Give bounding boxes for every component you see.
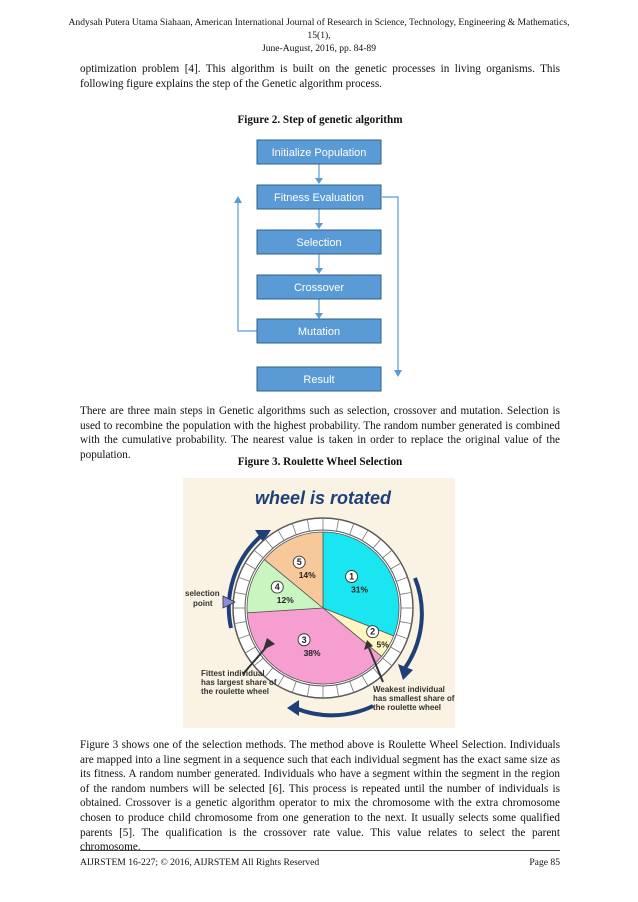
wheel-rotated-title: wheel is rotated: [254, 488, 392, 508]
slice-percent-label: 12%: [276, 595, 294, 606]
slice-number-label: 2: [370, 626, 376, 637]
slice-percent-label: 14%: [298, 570, 316, 581]
step-label: Crossover: [293, 282, 345, 294]
figure-3-caption: Figure 3. Roulette Wheel Selection: [237, 456, 403, 468]
footer-copyright: AIJRSTEM 16-227; © 2016, AIJRSTEM All Rights Reserved: [80, 857, 320, 868]
closing-paragraph: Figure 3 shows one of the selection methods. The method above is Roulette Wheel Selection. Individuals are mapped into a line segment in a sequence such that each individual segment has the exact same size as its fitness. A random number generated. Individuals who have a segment within the segment in the region of the random numbers will be selected [6]. This process is repeated until the number of individuals is obtained. Crossover is a genetic algorithm operator to mix the chromosome with the extra chromosome chosen to produce child chromosome from one generation to the next. It usually selects some qualified parents [5]. The qualification is the crossover rate value. This value relates to select the parent chromosome.: [80, 739, 560, 854]
header-line-2: June-August, 2016, pp. 84-89: [261, 43, 377, 54]
step-mutation: [257, 319, 381, 343]
step-label: Mutation: [297, 326, 341, 338]
step-fitness: [257, 185, 381, 209]
selection-point-label-2: point: [193, 599, 213, 608]
slice-percent-label: 5%: [376, 639, 389, 650]
figure-2-caption: Figure 2. Step of genetic algorithm: [237, 114, 403, 126]
footer-rule: [80, 850, 560, 851]
header-line-1: Andysah Putera Utama Siahaan, American International Journal of Research in Science, Technology, Engineering & Mathematics, 15(1),: [68, 17, 570, 41]
fittest-label-2: has largest share of: [201, 678, 277, 687]
fittest-label-3: the roulette wheel: [201, 687, 270, 696]
slice-number-label: 3: [301, 634, 307, 645]
weakest-label-3: the roulette wheel: [373, 703, 442, 712]
weakest-label-1: Weakest individual: [373, 685, 445, 694]
slice-number-label: 5: [296, 557, 302, 568]
intro-paragraph: optimization problem [4]. This algorithm is built on the genetic processes in living organisms. This following figure explains the step of the Genetic algorithm process.: [80, 63, 560, 90]
step-initialize: [257, 140, 381, 164]
middle-paragraph: There are three main steps in Genetic algorithms such as selection, crossover and mutation. Selection is used to recombine the population with the highest probability. The random number generated is combined with the cumulative probability. The nearest value is taken in order to replace the original value of the population.: [80, 405, 560, 461]
step-label: Selection: [296, 237, 342, 249]
slice-percent-label: 31%: [351, 584, 369, 595]
figure-2-flowchart: [0, 0, 638, 400]
step-label: Fitness Evaluation: [274, 192, 364, 204]
slice-number-label: 1: [349, 571, 355, 582]
weakest-label-2: has smallest share of: [373, 694, 455, 703]
step-selection: [257, 230, 381, 254]
step-crossover: [257, 275, 381, 299]
footer-page-number: Page 85: [529, 857, 560, 868]
slice-percent-label: 38%: [303, 647, 321, 658]
pie-slices: [247, 532, 399, 684]
step-label: Initialize Population: [271, 147, 367, 159]
selection-point-label-1: selection: [185, 589, 220, 598]
slice-number-label: 4: [274, 582, 280, 593]
step-label: Result: [303, 374, 335, 386]
figure-3-roulette-wheel: [183, 478, 455, 728]
fittest-label-1: Fittest individual: [201, 669, 265, 678]
step-result: [257, 367, 381, 391]
